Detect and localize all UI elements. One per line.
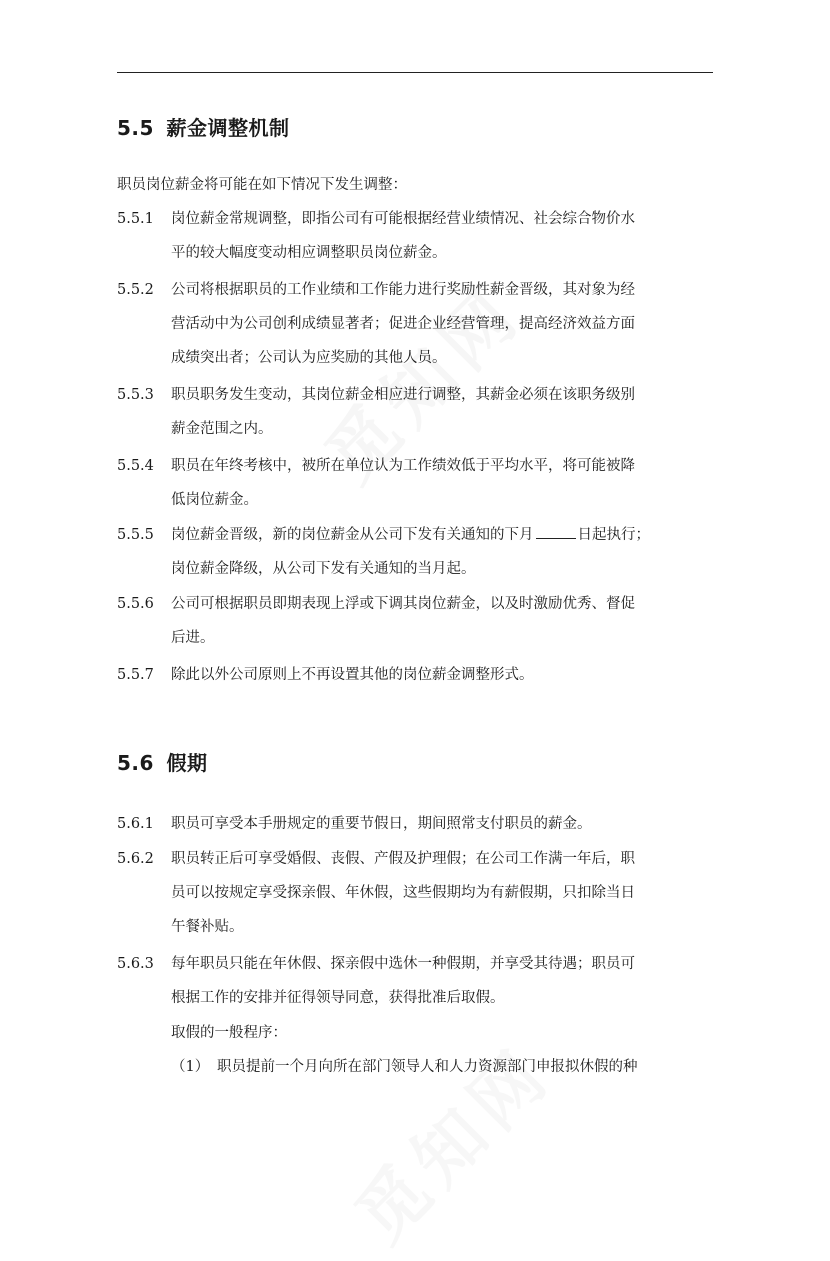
clause-5-5-4 [117, 449, 717, 517]
clause-number: 5.5.7 [117, 667, 154, 683]
clause-text: 公司可根据职员即期表现上浮或下调其岗位薪金，以及时激励优秀、督促 后进。 [171, 596, 635, 646]
clause-number: 5.6.1 [117, 816, 154, 832]
step-number: （1） [171, 1059, 210, 1075]
clause-text: 职员转正后可享受婚假、丧假、产假及护理假；在公司工作满一年后，职 员可以按规定享受探亲假、年休假，这些假期均为有薪假期，只扣除当日 午餐补贴。 [171, 851, 635, 935]
section-title: 薪金调整机制 [166, 116, 290, 140]
clause-text: 公司将根据职员的工作业绩和工作能力进行奖励性薪金晋级，其对象为经 营活动中为公司创利成绩显著者；促进企业经营管理，提高经济效益方面 成绩突出者；公司认为应奖励的其他人员。 [171, 282, 635, 366]
clause-number: 5.5.5 [117, 527, 154, 543]
clause-5-5-7 [117, 658, 717, 692]
clause-text: 职员可享受本手册规定的重要节假日，期间照常支付职员的薪金。 [171, 816, 592, 832]
header-rule [117, 72, 713, 73]
clause-text: 每年职员只能在年休假、探亲假中选休一种假期，并享受其待遇；职员可 根据工作的安排并征得领导同意，获得批准后取假。 [171, 956, 635, 1006]
procedure-step-1 [171, 1050, 638, 1084]
clause-number: 5.5.6 [117, 596, 154, 612]
section-intro: 职员岗位薪金将可能在如下情况下发生调整： [117, 177, 407, 193]
section-number: 5.6 [117, 751, 154, 775]
fill-in-blank [536, 524, 576, 539]
clause-5-5-2 [117, 273, 717, 375]
clause-number: 5.5.3 [117, 387, 154, 403]
step-text: 职员提前一个月向所在部门领导人和人力资源部门申报拟休假的种 [217, 1059, 638, 1075]
clause-5-5-5 [117, 518, 717, 586]
section-title: 假期 [166, 751, 208, 775]
clause-text: 职员职务发生变动，其岗位薪金相应进行调整，其薪金必须在该职务级别 薪金范围之内。 [171, 387, 635, 437]
clause-number: 5.5.4 [117, 458, 154, 474]
procedure-label: 取假的一般程序： [171, 1025, 287, 1041]
clause-5-5-6 [117, 587, 717, 655]
clause-5-6-2 [117, 842, 717, 944]
clause-text-part-c: 岗位薪金降级，从公司下发有关通知的当月起。 [171, 561, 476, 577]
clause-text: 除此以外公司原则上不再设置其他的岗位薪金调整形式。 [171, 667, 534, 683]
clause-number: 5.6.3 [117, 956, 154, 972]
clause-text-part-a: 岗位薪金晋级，新的岗位薪金从公司下发有关通知的下月 [171, 527, 534, 543]
clause-number: 5.5.1 [117, 211, 154, 227]
section-number: 5.5 [117, 116, 154, 140]
clause-number: 5.5.2 [117, 282, 154, 298]
section-heading-5-5 [117, 112, 289, 141]
clause-text: 岗位薪金常规调整，即指公司有可能根据经营业绩情况、社会综合物价水 平的较大幅度变动相应调整职员岗位薪金。 [171, 211, 635, 261]
section-heading-5-6 [117, 747, 207, 776]
clause-5-5-3 [117, 378, 717, 446]
clause-text [171, 518, 717, 586]
clause-5-6-3 [117, 947, 717, 1015]
clause-5-5-1 [117, 202, 717, 270]
clause-5-6-1 [117, 807, 717, 841]
clause-number: 5.6.2 [117, 851, 154, 867]
clause-text: 职员在年终考核中，被所在单位认为工作绩效低于平均水平，将可能被降 低岗位薪金。 [171, 458, 635, 508]
clause-text-part-b: 日起执行； [577, 527, 650, 543]
